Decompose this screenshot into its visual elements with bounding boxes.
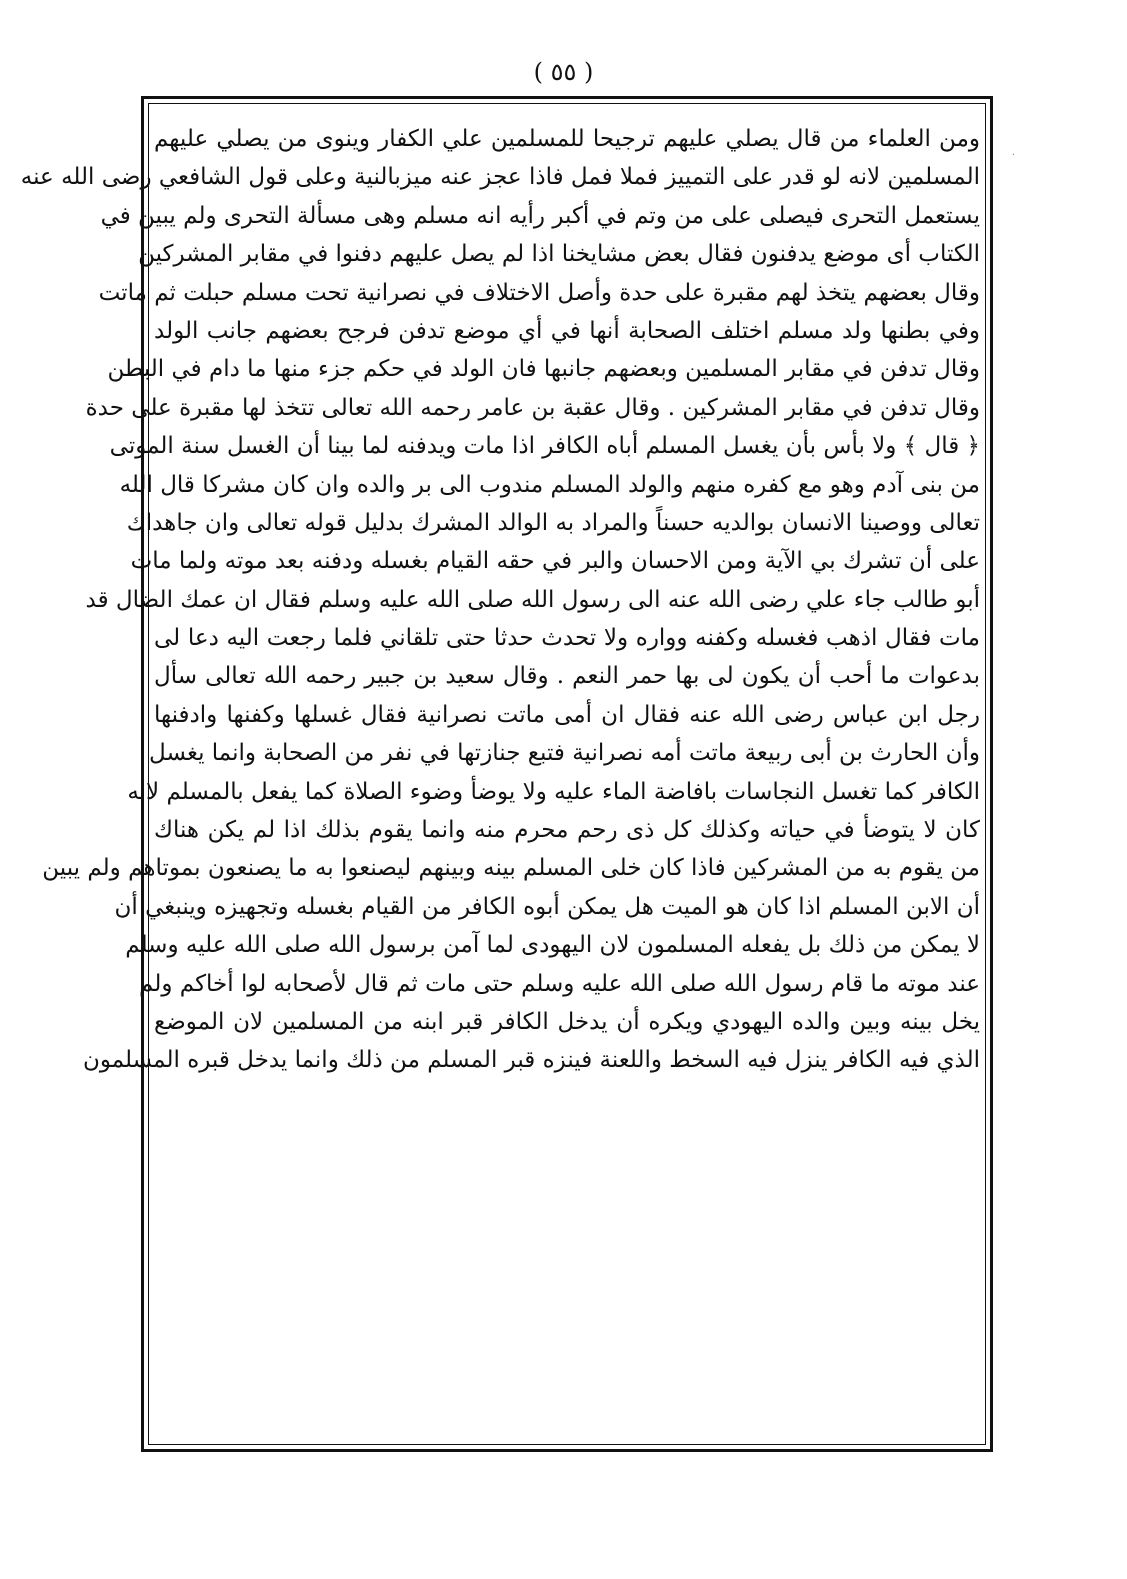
text-line: وقال تدفن في مقابر المشركين . وقال عقبة بن عامر رحمه الله تعالى تتخذ لها مقبرة على حدة	[85, 394, 980, 421]
text-line: لا يمكن من ذلك بل يفعله المسلمون لان اليهودى لما آمن برسول الله صلى الله عليه وسلم	[125, 932, 980, 959]
body-text	[20, 120, 980, 1440]
text-line: من يقوم به من المشركين فاذا كان خلى المسلم بينه وبينهم ليصنعوا به ما يصنعون بموتاهم ولم يبين	[42, 855, 980, 882]
text-line: الذي فيه الكافر ينزل فيه السخط واللعنة فينزه قبر المسلم من ذلك وانما يدخل قبره المسلمون	[82, 1047, 980, 1074]
text-line: وأن الحارث بن أبى ربيعة ماتت أمه نصرانية فتبع جنازتها في نفر من الصحابة وانما يغسل	[149, 740, 980, 767]
text-line: وقال تدفن في مقابر المسلمين وبعضهم جانبها فان الولد في حكم جزء منها ما دام في البطن	[107, 356, 980, 383]
text-line: بدعوات ما أحب أن يكون لى بها حمر النعم . وقال سعيد بن جبير رحمه الله تعالى سأل	[154, 663, 980, 690]
text-line: يخل بينه وبين والده اليهودي ويكره أن يدخل الكافر قبر ابنه من المسلمين لان الموضع	[154, 1008, 980, 1035]
text-line: مات فقال اذهب فغسله وكفنه وواره ولا تحدث حدثا حتى تلقاني فلما رجعت اليه دعا لى	[154, 625, 980, 652]
text-line: كان لا يتوضأ في حياته وكذلك كل ذى رحم محرم منه وانما يقوم بذلك اذا لم يكن هناك	[154, 817, 980, 844]
text-line: المسلمين لانه لو قدر على التمييز فملا فمل فاذا عجز عنه ميزبالنية وعلى قول الشافعي رضى الله عنه	[20, 164, 980, 191]
text-line: يستعمل التحرى فيصلى على من وتم في أكبر رأيه انه مسلم وهى مسألة التحرى ولم يبين في	[100, 202, 980, 229]
page-number: ( ٥٥ )	[533, 58, 594, 86]
text-line: وقال بعضهم يتخذ لهم مقبرة على حدة وأصل الاختلاف في نصرانية تحت مسلم حبلت ثم ماتت	[98, 279, 980, 306]
text-line: ومن العلماء من قال يصلي عليهم ترجيحا للمسلمين علي الكفار وينوى من يصلي عليهم	[154, 126, 980, 152]
text-line: الكتاب أى موضع يدفنون فقال بعض مشايخنا اذا لم يصل عليهم دفنوا في مقابر المشركين	[138, 241, 980, 268]
text-line: الكافر كما تغسل النجاسات بافاضة الماء عليه ولا يوضأ وضوء الصلاة كما يفعل بالمسلم لانه	[127, 778, 980, 805]
margin-speck: ·	[1011, 150, 1015, 161]
text-line: أن الابن المسلم اذا كان هو الميت هل يمكن أبوه الكافر من القيام بغسله وتجهيزه وينبغي أن	[114, 893, 980, 920]
text-line: وفي بطنها ولد مسلم اختلف الصحابة أنها في أي موضع تدفن فرجح بعضهم جانب الولد	[154, 317, 980, 344]
text-line: رجل ابن عباس رضى الله عنه فقال ان أمى ماتت نصرانية فقال غسلها وكفنها وادفنها	[154, 701, 980, 728]
text-line: تعالى ووصينا الانسان بوالديه حسناً والمراد به الوالد المشرك بدليل قوله تعالى وان جاهداك	[126, 509, 980, 536]
text-line: على أن تشرك بي الآية ومن الاحسان والبر في حقه القيام بغسله ودفنه بعد موته ولما مات	[130, 548, 980, 575]
text-line: أبو طالب جاء علي رضى الله عنه الى رسول الله صلى الله عليه وسلم فقال ان عمك الضال قد	[85, 586, 980, 613]
text-line: عند موته ما قام رسول الله صلى الله عليه وسلم حتى مات ثم قال لأصحابه لوا أخاكم ولم	[139, 970, 980, 997]
text-line: ﴿ قال ﴾ ولا بأس بأن يغسل المسلم أباه الكافر اذا مات ويدفنه لما بينا أن الغسل سنة الموتى	[109, 433, 980, 460]
text-line: من بنى آدم وهو مع كفره منهم والولد المسلم مندوب الى بر والده وان كان مشركا قال الله	[119, 471, 980, 498]
